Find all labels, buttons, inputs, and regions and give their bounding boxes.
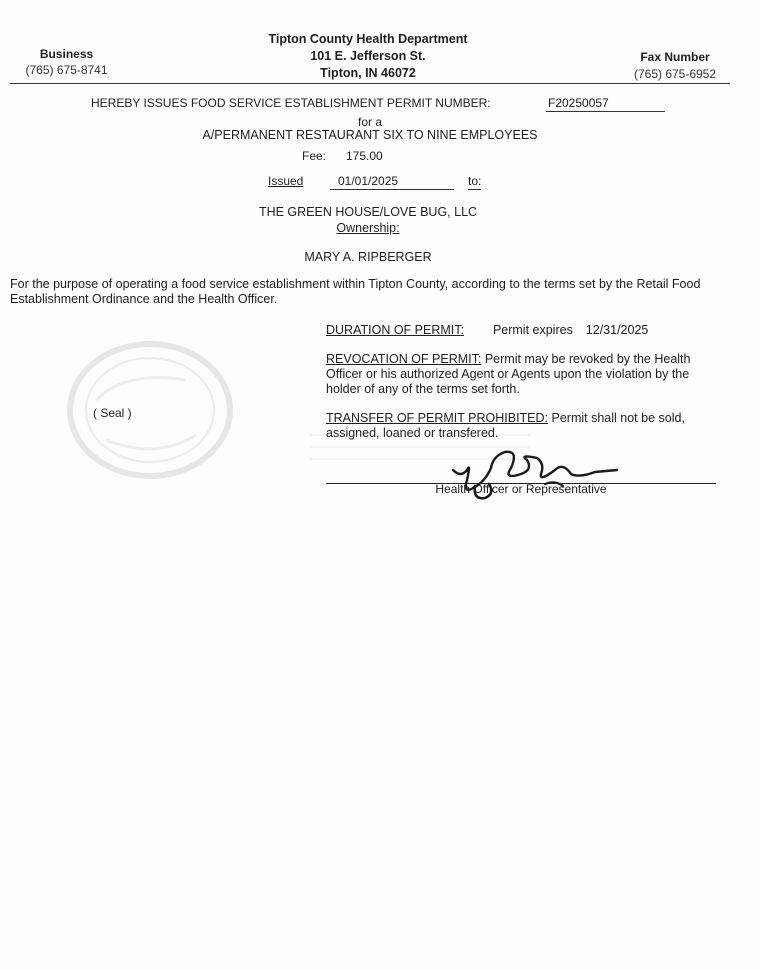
business-phone: (765) 675-8741	[25, 63, 108, 77]
signature-caption: Health Officer or Representative	[435, 482, 607, 496]
business-label: Business	[39, 47, 94, 61]
issued-date: 01/01/2025	[330, 174, 454, 190]
expiry-date: 12/31/2025	[585, 323, 649, 337]
transfer-text: Permit shall not be sold, assigned, loaned or transfered.	[326, 411, 685, 440]
revocation-text: Permit may be revoked by the Health Officer or his authorized Agent or Agents upon the violation by the holder of any of the terms set forth.	[326, 352, 691, 396]
fax-label: Fax Number	[640, 50, 710, 64]
for-a-text: for a	[357, 115, 382, 129]
handwritten-signature	[445, 440, 625, 515]
to-label: to:	[468, 174, 482, 188]
revocation-label: REVOCATION OF PERMIT:	[326, 352, 482, 366]
address-line-1: 101 E. Jefferson St.	[310, 49, 426, 63]
fee-label: Fee:	[302, 149, 327, 163]
seal-label: ( Seal )	[93, 406, 132, 420]
transfer-label: TRANSFER OF PERMIT PROHIBITED:	[326, 411, 549, 425]
org-name: Tipton County Health Department	[268, 32, 468, 46]
issued-label: Issued	[268, 174, 304, 188]
fax-phone: (765) 675-6952	[633, 67, 717, 81]
fee-value: 175.00	[346, 149, 383, 163]
address-line-2: Tipton, IN 46072	[320, 66, 416, 80]
ownership-label: Ownership:	[336, 221, 400, 235]
purpose-paragraph: For the purpose of operating a food service establishment within Tipton County, according to the terms set by the Retail Food Establishment Ordinance and the Health Officer.	[10, 277, 701, 306]
duration-label: DURATION OF PERMIT:	[326, 323, 464, 337]
issue-statement: HEREBY ISSUES FOOD SERVICE ESTABLISHMENT PERMIT NUMBER:	[91, 96, 491, 110]
establishment-name: THE GREEN HOUSE/LOVE BUG, LLC	[258, 205, 478, 219]
permit-category: A/PERMANENT RESTAURANT SIX TO NINE EMPLOYEES	[202, 128, 538, 142]
embossed-seal	[66, 340, 234, 480]
duration-text: Permit expires	[492, 323, 573, 337]
permit-number: F20250057	[546, 96, 665, 112]
header-divider	[10, 83, 730, 84]
owner-name: MARY A. RIPBERGER	[304, 250, 432, 264]
